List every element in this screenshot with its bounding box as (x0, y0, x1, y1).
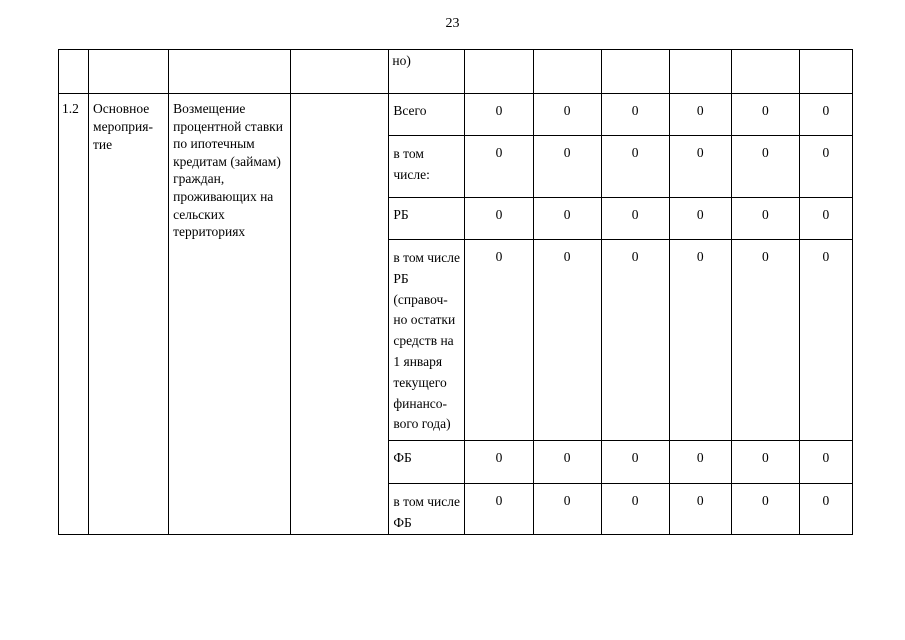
cell-value: 0 (465, 441, 533, 484)
item-number: 1.2 (59, 94, 89, 535)
cell-value: 0 (601, 198, 669, 240)
cell-value: 0 (731, 94, 799, 136)
cell-value: 0 (731, 198, 799, 240)
cell-value: 0 (601, 136, 669, 198)
cell-value: 0 (465, 198, 533, 240)
cell-value: 0 (799, 94, 852, 136)
cell-value (669, 50, 731, 94)
source-label: Всего (389, 94, 465, 136)
source-label: ФБ (389, 441, 465, 484)
page-number: 23 (445, 16, 460, 31)
source-label: в том числе ФБ (389, 484, 465, 535)
cell-value: 0 (799, 441, 852, 484)
continuation-row (59, 50, 853, 94)
cell-type (89, 50, 169, 94)
cell-value: 0 (601, 240, 669, 441)
item-type: Основное мероприя-тие (89, 94, 169, 535)
cell-value: 0 (601, 484, 669, 535)
cell-executor (291, 50, 389, 94)
item-executor (291, 94, 389, 535)
cell-value: 0 (669, 136, 731, 198)
cell-value: 0 (731, 240, 799, 441)
item-name: Возмещение процентной ставки по ипотечным кредитам (займам) граждан, проживающих на сельских территориях (169, 94, 291, 535)
cell-value (465, 50, 533, 94)
cell-value: 0 (533, 136, 601, 198)
cell-value: 0 (465, 240, 533, 441)
cell-value: 0 (601, 94, 669, 136)
cell-value: 0 (601, 441, 669, 484)
cell-value: 0 (799, 240, 852, 441)
cell-value: 0 (669, 198, 731, 240)
cell-no (59, 50, 89, 94)
cell-value: 0 (669, 240, 731, 441)
cell-value (533, 50, 601, 94)
cell-value: 0 (533, 240, 601, 441)
cell-value: 0 (731, 484, 799, 535)
cell-value: 0 (465, 136, 533, 198)
cell-value: 0 (799, 136, 852, 198)
cell-value (731, 50, 799, 94)
cell-value: 0 (669, 94, 731, 136)
cell-value: 0 (533, 94, 601, 136)
cell-value: 0 (731, 136, 799, 198)
source-label: в том числе: (389, 136, 465, 198)
cell-value: 0 (669, 484, 731, 535)
cell-value: 0 (533, 198, 601, 240)
cell-value: 0 (669, 441, 731, 484)
cell-source: но) (389, 50, 465, 94)
source-label: в том числе РБ (справоч-но остатки средств на 1 января текущего финансо-вого года) (389, 240, 465, 441)
cell-value (799, 50, 852, 94)
cell-value: 0 (533, 484, 601, 535)
budget-table (58, 49, 853, 535)
cell-value: 0 (465, 484, 533, 535)
cell-value: 0 (799, 198, 852, 240)
source-label: РБ (389, 198, 465, 240)
cell-value: 0 (799, 484, 852, 535)
table-row (59, 94, 853, 136)
cell-value (601, 50, 669, 94)
cell-name (169, 50, 291, 94)
cell-value: 0 (533, 441, 601, 484)
cell-value: 0 (465, 94, 533, 136)
cell-value: 0 (731, 441, 799, 484)
